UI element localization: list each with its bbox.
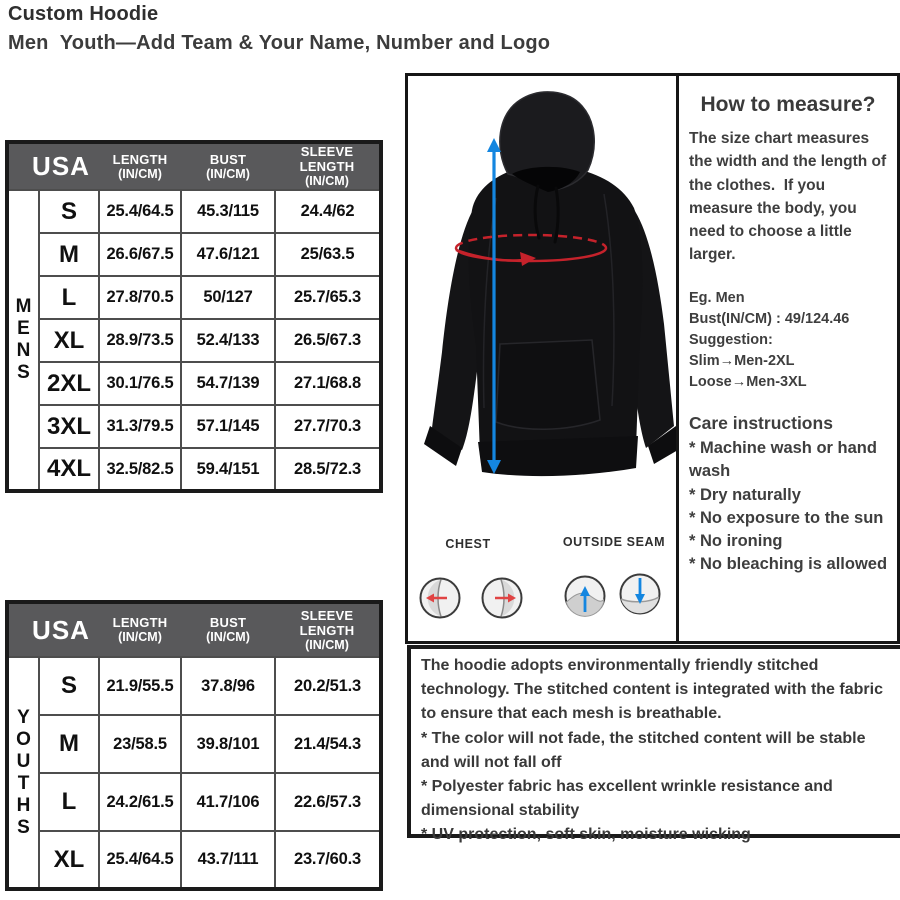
outside-seam-label: OUTSIDE SEAM (562, 535, 666, 549)
sleeve-value-cell: 27.1/68.8 (275, 362, 381, 405)
mens-size-row-s (7, 190, 381, 233)
length-value-cell: 25.4/64.5 (99, 831, 181, 889)
mens-size-table (5, 140, 383, 493)
youths-size-row-s (7, 657, 381, 715)
group-label-mens: M E N S (7, 190, 39, 491)
example-line: Loose→Men-3XL (689, 374, 807, 390)
size-cell: L (39, 276, 99, 319)
bust-value-cell: 43.7/111 (181, 831, 275, 889)
description-intro: The hoodie adopts environmentally friendly stitched technology. The stitched content is integrated with the fabric to ensure that each mesh is breathable. (421, 657, 888, 723)
mens-header-row (7, 142, 381, 190)
sleeve-value-cell: 25/63.5 (275, 233, 381, 276)
size-cell: M (39, 715, 99, 773)
bust-value-cell: 59.4/151 (181, 448, 275, 491)
size-cell: S (39, 190, 99, 233)
sleeve-value-cell: 26.5/67.3 (275, 319, 381, 362)
bust-value-cell: 41.7/106 (181, 773, 275, 831)
example-line: Suggestion: (689, 332, 773, 348)
size-cell: XL (39, 319, 99, 362)
mens-size-row-xl (7, 319, 381, 362)
sleeve-value-cell: 21.4/54.3 (275, 715, 381, 773)
length-value-cell: 30.1/76.5 (99, 362, 181, 405)
column-header-length: LENGTH (IN/CM) (112, 151, 168, 181)
column-header-sleeve-length: SLEEVE LENGTH (IN/CM) (299, 144, 355, 188)
youths-size-row-m (7, 715, 381, 773)
sleeve-value-cell: 22.6/57.3 (275, 773, 381, 831)
mens-size-row-m (7, 233, 381, 276)
size-cell: XL (39, 831, 99, 889)
bust-value-cell: 45.3/115 (181, 190, 275, 233)
size-cell: L (39, 773, 99, 831)
sleeve-value-cell: 25.7/65.3 (275, 276, 381, 319)
length-value-cell: 25.4/64.5 (99, 190, 181, 233)
measure-heading: How to measure? (700, 93, 876, 116)
length-value-cell: 31.3/79.5 (99, 405, 181, 448)
sleeve-value-cell: 24.4/62 (275, 190, 381, 233)
youths-size-row-xl (7, 831, 381, 889)
column-header-bust: BUST (IN/CM) (206, 151, 250, 181)
chest-label: CHEST (445, 537, 491, 551)
mens-size-row-3xl (7, 405, 381, 448)
measure-panel (679, 73, 900, 644)
bust-value-cell: 37.8/96 (181, 657, 275, 715)
size-cell: M (39, 233, 99, 276)
mens-size-row-l (7, 276, 381, 319)
length-value-cell: 23/58.5 (99, 715, 181, 773)
size-cell: S (39, 657, 99, 715)
care-item: * No exposure to the sun (689, 508, 884, 527)
bust-value-cell: 47.6/121 (181, 233, 275, 276)
size-cell: 4XL (39, 448, 99, 491)
care-item: * Dry naturally (689, 485, 801, 504)
youths-size-table (5, 600, 383, 891)
size-cell: 3XL (39, 405, 99, 448)
column-header-sleeve-length: SLEEVE LENGTH (IN/CM) (299, 607, 355, 652)
youths-size-row-l (7, 773, 381, 831)
page-title: Custom Hoodie (8, 3, 159, 25)
example-line: Eg. Men (689, 290, 745, 306)
column-header-usa: USA (32, 151, 90, 181)
youths-header-row (7, 602, 381, 657)
bust-value-cell: 52.4/133 (181, 319, 275, 362)
hoodie-figure-box (405, 73, 679, 644)
product-description-box (407, 645, 900, 844)
care-instructions-heading: Care instructions (689, 413, 833, 433)
measure-example (689, 288, 889, 393)
measure-body-text: The size chart measures the width and the length of the clothes. If you measure the body, you need to choose a little larger. (689, 130, 891, 264)
chest-arrow-right-icon (480, 576, 524, 620)
length-value-cell: 21.9/55.5 (99, 657, 181, 715)
mens-size-row-4xl (7, 448, 381, 491)
length-value-cell: 28.9/73.5 (99, 319, 181, 362)
group-label-youths: Y O U T H S (7, 657, 39, 889)
sleeve-value-cell: 23.7/60.3 (275, 831, 381, 889)
description-bullet: * Polyester fabric has excellent wrinkle resistance and dimensional stability (421, 778, 833, 820)
bust-value-cell: 50/127 (181, 276, 275, 319)
sleeve-value-cell: 20.2/51.3 (275, 657, 381, 715)
length-value-cell: 32.5/82.5 (99, 448, 181, 491)
column-header-length: LENGTH (IN/CM) (112, 615, 168, 644)
description-bullets (421, 727, 894, 848)
length-value-cell: 26.6/67.5 (99, 233, 181, 276)
size-cell: 2XL (39, 362, 99, 405)
sleeve-value-cell: 28.5/72.3 (275, 448, 381, 491)
mens-size-row-2xl (7, 362, 381, 405)
description-bullet: * The color will not fade, the stitched content will be stable and will not fall off (421, 729, 866, 771)
sleeve-value-cell: 27.7/70.3 (275, 405, 381, 448)
seam-arrow-down-icon (618, 572, 662, 616)
page-subtitle: Men Youth—Add Team & Your Name, Number and Logo (8, 32, 551, 54)
example-line: Bust(IN/CM) : 49/124.46 (689, 311, 850, 327)
column-header-usa: USA (32, 614, 90, 645)
length-value-cell: 24.2/61.5 (99, 773, 181, 831)
care-item: * Machine wash or hand wash (689, 439, 877, 481)
bust-value-cell: 39.8/101 (181, 715, 275, 773)
hoodie-illustration (408, 76, 676, 526)
care-item: * No bleaching is allowed (689, 555, 888, 574)
length-value-cell: 27.8/70.5 (99, 276, 181, 319)
chest-arrow-left-icon (418, 576, 462, 620)
care-item: * No ironing (689, 532, 783, 551)
seam-arrow-up-icon (563, 574, 607, 618)
bust-value-cell: 54.7/139 (181, 362, 275, 405)
example-line: Slim→Men-2XL (689, 353, 795, 369)
care-list (689, 437, 889, 577)
column-header-bust: BUST (IN/CM) (206, 615, 250, 644)
bust-value-cell: 57.1/145 (181, 405, 275, 448)
description-bullet: * UV protection, soft skin, moisture wicking (421, 826, 751, 844)
